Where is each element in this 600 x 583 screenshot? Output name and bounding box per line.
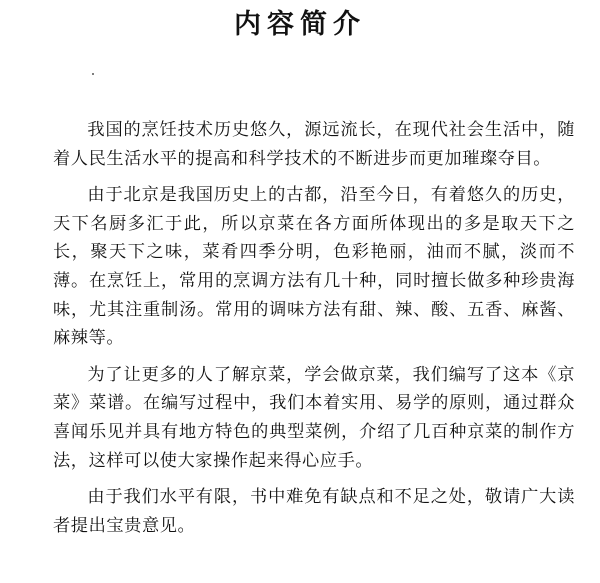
paragraph-3: 为了让更多的人了解京菜，学会做京菜，我们编写了这本《京菜》菜谱。在编写过程中，我们本着实用、易学的原则，通过群众喜闻乐见并具有地方特色的典型菜例，介绍了几百种京菜的制作方法，这样可以使大家操作起来得心应手。 xyxy=(53,364,575,471)
paragraph-1: 我国的烹饪技术历史悠久，源远流长，在现代社会生活中，随着人民生活水平的提高和科学技术的不断进步而更加璀璨夺目。 xyxy=(53,120,575,169)
scan-speck xyxy=(92,73,94,75)
paragraph-2: 由于北京是我国历史上的古都，沿至今日，有着悠久的历史，天下名厨多汇于此，所以京菜在各方面所体现出的多是取天下之长，聚天下之味，菜肴四季分明，色彩艳丽，油而不腻，淡而不薄。在烹饪上，常用的烹调方法有几十种，同时擅长做多种珍贵海味，尤其注重制汤。常用的调味方法有甜、辣、酸、五香、麻酱、麻辣等。 xyxy=(53,185,575,349)
paragraph-4: 由于我们水平有限，书中难免有缺点和不足之处，敬请广大读者提出宝贵意见。 xyxy=(53,487,575,536)
document-body xyxy=(53,116,575,548)
page-title: 内容简介 xyxy=(234,9,366,40)
